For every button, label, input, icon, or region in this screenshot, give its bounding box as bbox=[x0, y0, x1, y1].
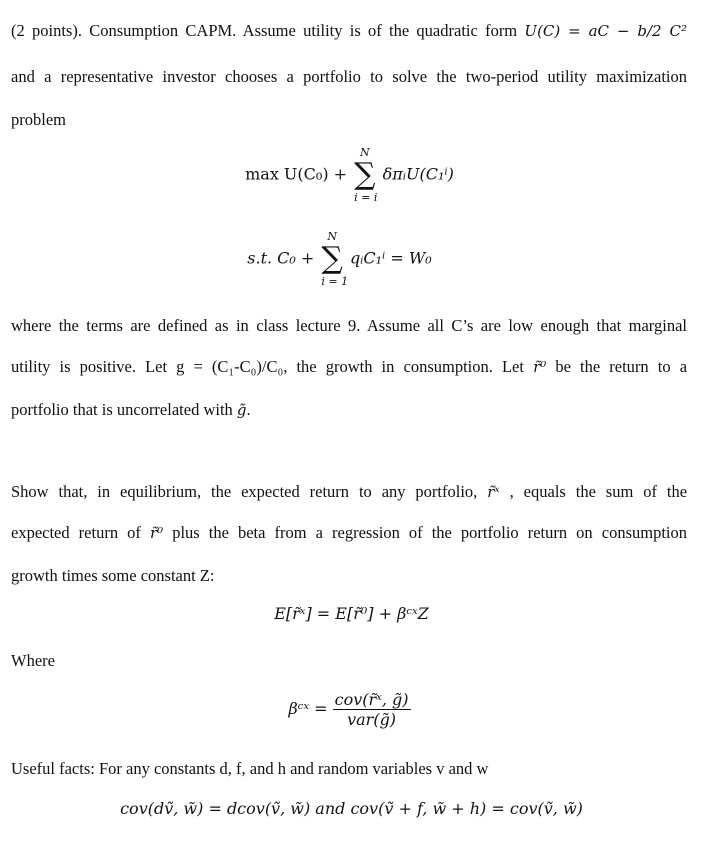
para3-line-1b: , equals the sum of the bbox=[509, 482, 688, 501]
where-label: Where bbox=[11, 651, 55, 670]
g-symbol: g̃ bbox=[236, 401, 247, 419]
rx-symbol: r̃ˣ bbox=[487, 483, 500, 501]
sum-upper-limit: N bbox=[360, 146, 370, 159]
intro-text: (2 points). Consumption CAPM. Assume utility is of the quadratic form bbox=[11, 21, 518, 40]
para3-line-2 bbox=[11, 522, 687, 544]
para3-line-1a: Show that, in equilibrium, the expected return to any portfolio, bbox=[11, 482, 478, 501]
para2-line-3-text: portfolio that is uncorrelated with bbox=[11, 400, 233, 419]
sum-upper-limit: N bbox=[327, 230, 337, 243]
beta-numerator: cov(r̃ˣ, g̃) bbox=[334, 690, 409, 709]
sum-lower-limit: i = i bbox=[354, 191, 378, 204]
para2-line-3: portfolio that is uncorrelated with g̃. bbox=[11, 400, 251, 419]
beta-definition bbox=[0, 690, 709, 729]
objective-equation bbox=[0, 146, 709, 204]
constraint-equation bbox=[0, 230, 709, 288]
intro-line-2: and a representative investor chooses a portfolio to solve the two-period utility maximization bbox=[11, 67, 687, 86]
facts-line: Useful facts: For any constants d, f, and h and random variables v and w bbox=[11, 759, 489, 778]
intro-line-1 bbox=[11, 20, 687, 42]
objective-lhs: max U(C₀) + bbox=[245, 164, 348, 184]
capm-equation: E[r̃ˣ] = E[r̃⁰] + βᶜˣZ bbox=[274, 604, 429, 623]
beta-lhs: βᶜˣ = bbox=[288, 699, 328, 718]
para3-line-1 bbox=[11, 481, 687, 503]
r0-symbol: r̃⁰ bbox=[149, 524, 164, 542]
objective-rhs: δπᵢU(C₁ⁱ) bbox=[382, 164, 454, 184]
para3-line-2b: plus the beta from a regression of the portfolio return on consumption bbox=[172, 523, 687, 542]
covariance-facts: cov(dṽ, w̃) = dcov(ṽ, w̃) and cov(ṽ + f, w̃ + h) = cov(ṽ, w̃) bbox=[120, 799, 583, 818]
constraint-lhs: s.t. C₀ + bbox=[247, 248, 315, 268]
para2-line-2b: be the return to a bbox=[555, 357, 688, 376]
utility-formula: U(C) = aC − b/2 C² bbox=[524, 22, 687, 40]
para2-line-1: where the terms are defined as in class lecture 9. Assume all C’s are low enough that marginal bbox=[11, 316, 687, 335]
para2-line-2 bbox=[11, 356, 687, 378]
beta-denominator: var(g̃) bbox=[347, 710, 397, 729]
sum-lower-limit: i = 1 bbox=[321, 275, 349, 288]
beta-fraction bbox=[333, 690, 411, 729]
sum-symbol: N ∑ i = 1 bbox=[321, 230, 349, 288]
r0-symbol: r̃⁰ bbox=[533, 358, 547, 376]
para3-line-3: growth times some constant Z: bbox=[11, 566, 215, 585]
para3-line-2a: expected return of bbox=[11, 523, 141, 542]
para2-line-2a: utility is positive. Let g = (C₁-C₀)/C₀, the growth in consumption. Let bbox=[11, 357, 524, 376]
constraint-rhs: qᵢC₁ⁱ = W₀ bbox=[349, 248, 432, 268]
intro-line-3: problem bbox=[11, 110, 66, 129]
sum-symbol: N ∑ i = i bbox=[354, 146, 378, 204]
